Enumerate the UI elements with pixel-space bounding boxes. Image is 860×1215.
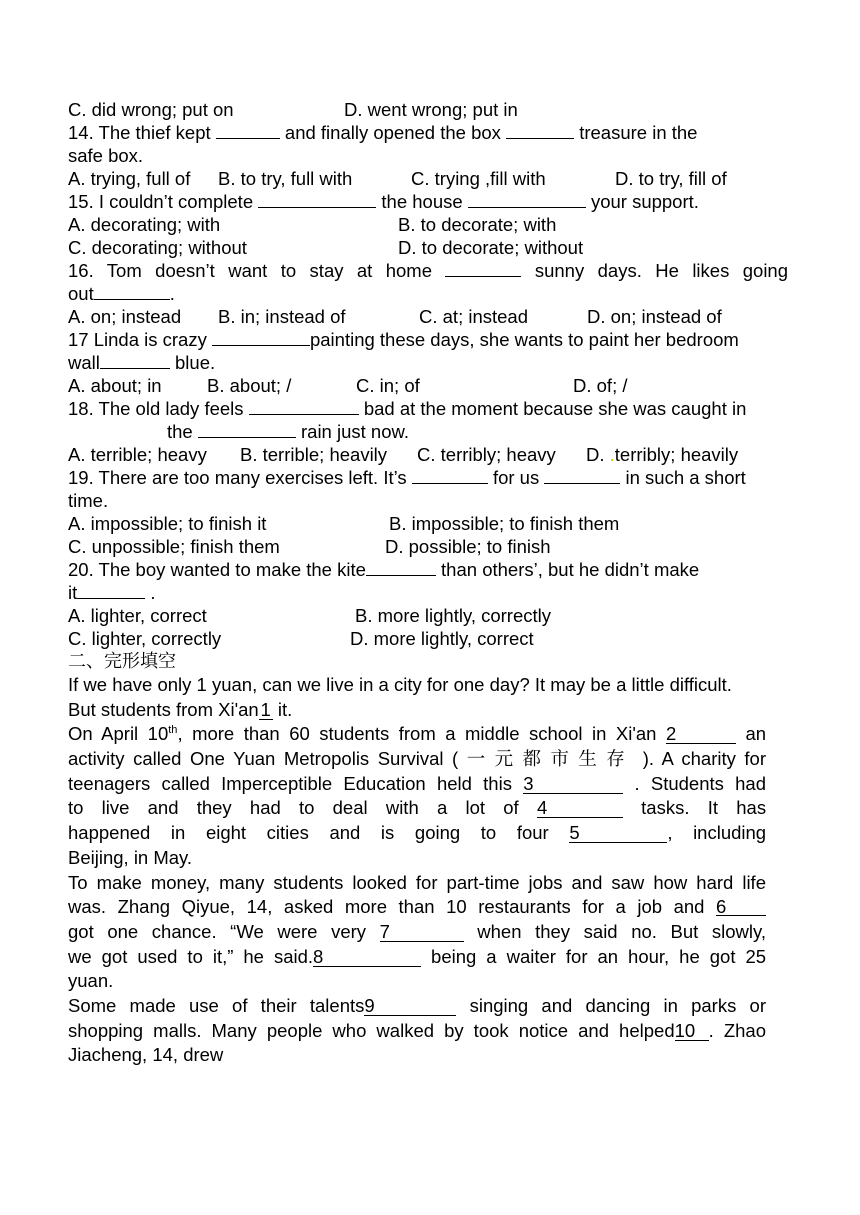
option-c: C. unpossible; finish them [68, 536, 280, 557]
q19-options-ab [68, 512, 788, 535]
passage-line [68, 698, 788, 723]
option-c: C. at; instead [419, 306, 529, 327]
passage-text: activity called One Yuan Metropolis Survival ( [68, 748, 459, 770]
passage-text [68, 995, 456, 1016]
q19-stem-cont [68, 489, 788, 512]
q14-options [68, 167, 788, 190]
q20-options-ab [68, 604, 788, 627]
passage-line: Beijing, in May. [68, 846, 193, 868]
passage-text: tasks. [641, 797, 690, 819]
section-heading: 二、完形填空 [68, 651, 176, 672]
q14-text: 14. The thief kept [68, 122, 211, 143]
q17-stem-cont [68, 351, 788, 374]
q15-text: 15. I couldn’t complete [68, 191, 254, 212]
passage-text: ). A charity for [642, 748, 766, 770]
option-c: C. terribly; heavy [417, 444, 556, 465]
q15-stem [68, 190, 788, 213]
q17-stem [68, 328, 788, 351]
passage-text: very [331, 920, 367, 942]
option-b: B. to decorate; with [398, 214, 557, 235]
q15-options-ab [68, 213, 788, 236]
passage-text: waiter for an hour, he got 25 [506, 945, 767, 967]
q20-stem [68, 558, 788, 581]
passage-text: happened [68, 822, 151, 844]
option-d: D. possible; to finish [385, 536, 551, 557]
passage-text-part: , more than 60 students from a middle school in Xi'an [177, 723, 657, 745]
q18-options [68, 443, 788, 466]
stray-mark: . [609, 444, 615, 465]
q19-stem [68, 466, 788, 489]
option-a: A. on; instead [68, 306, 182, 327]
passage-text [68, 946, 421, 967]
q19-options-cd [68, 535, 788, 558]
q14-text: and finally opened the box [284, 122, 501, 143]
q20-text: 20. The boy wanted to make the kite [68, 559, 366, 580]
passage-text: it. [277, 698, 293, 720]
passage-text: . Students had [634, 772, 766, 794]
passage-text [517, 822, 766, 843]
option-b: B. to try, full with [218, 168, 353, 189]
option-a: A. about; in [68, 375, 162, 396]
q14-text: treasure in the [579, 122, 698, 143]
q17-options [68, 374, 788, 397]
q20-text: it [68, 582, 78, 603]
option-d: D. to try, fill of [615, 168, 727, 189]
passage-line: To make money, many students looked for part-time jobs and saw how hard life [68, 871, 766, 893]
blank [216, 138, 280, 139]
blank [198, 437, 296, 438]
option-c: C. trying ,fill with [411, 168, 546, 189]
q19-text: 19. There are too many exercises left. It’s [68, 467, 407, 488]
passage-line [68, 772, 766, 797]
blank [506, 138, 574, 139]
passage-text-part: On April 10 [68, 723, 169, 745]
q16-text: sunny days. He likes going [534, 260, 789, 281]
option-d: D. to decorate; without [398, 237, 584, 258]
q18-stem-cont [68, 420, 788, 443]
passage-line: Jiacheng, 14, drew [68, 1044, 224, 1066]
q20-options-cd [68, 627, 788, 650]
q17-text: 17 Linda is crazy [68, 329, 207, 350]
passage-line [68, 796, 766, 821]
option-c: C. decorating; without [68, 237, 247, 258]
passage-text-part: , including [667, 822, 767, 844]
q15-options-cd [68, 236, 788, 259]
option-b: B. in; instead of [218, 306, 346, 327]
q16-text: out [68, 283, 94, 304]
passage-text: eight [205, 822, 247, 844]
option-d [586, 443, 738, 466]
q18-text: bad at the moment because she was caught in [363, 398, 747, 419]
passage-text: lot [465, 797, 486, 819]
option-c: C. did wrong; put on [68, 99, 234, 120]
blank [544, 483, 620, 484]
blank-6: 6 [716, 898, 766, 916]
q15-text: the house [381, 191, 463, 212]
q13-options-cd [68, 98, 788, 121]
option-d-text: terribly; heavily [614, 444, 739, 465]
blank-5: 5 [569, 824, 667, 843]
blank [94, 299, 170, 300]
passage-text-part: Some made use of their talents [68, 994, 365, 1016]
passage-text: to [480, 822, 497, 844]
q16-text: 16. Tom doesn’t want to stay at home [68, 260, 433, 281]
q16-options [68, 305, 788, 328]
option-c: C. lighter, correctly [68, 628, 222, 649]
q18-text: the [167, 421, 193, 442]
passage-text: when they said no. But slowly, [477, 920, 767, 942]
q18-text: 18. The old lady feels [68, 398, 244, 419]
blank [100, 368, 170, 369]
blank-9: 9 [364, 997, 456, 1016]
passage-text: to live and they had to deal with a [68, 797, 448, 819]
passage-text: teenagers called Imperceptible Education held this [68, 772, 512, 794]
option-a: A. terrible; heavy [68, 444, 207, 465]
option-b: B. more lightly, correctly [355, 605, 552, 626]
option-b: B. about; / [207, 375, 292, 396]
passage-text: of [503, 797, 519, 819]
blank-10: 10 [675, 1022, 709, 1041]
passage-line [68, 920, 766, 945]
passage-line [68, 821, 766, 846]
q17-text: painting these days, she wants to paint her bedroom [309, 329, 739, 350]
passage-text-part: shopping malls. Many people who walked by took notice and helped [68, 1019, 675, 1041]
q17-text: blue. [175, 352, 216, 373]
passage-line [68, 1019, 766, 1044]
passage-line: yuan. [68, 970, 114, 992]
q14-text: safe box. [68, 145, 144, 166]
passage-line [68, 994, 766, 1019]
option-a: A. lighter, correct [68, 605, 207, 626]
blank [412, 483, 488, 484]
passage-text: an [745, 723, 767, 745]
q18-text: rain just now. [301, 421, 409, 442]
option-b: B. terrible; heavily [240, 444, 388, 465]
passage-text: singing and dancing in parks or [469, 994, 766, 1016]
q20-text: . [150, 582, 156, 603]
passage-text: is [380, 822, 395, 844]
option-b: B. impossible; to finish them [389, 513, 620, 534]
passage-text-part: we got used to it,” he said. [68, 945, 314, 967]
q19-text: for us [492, 467, 540, 488]
passage-line [68, 895, 766, 920]
passage-text: was. Zhang Qiyue, 14, asked more than 10 restaurants for a job and [68, 896, 705, 918]
q19-text: time. [68, 490, 109, 511]
q14-stem [68, 121, 788, 144]
blank-2: 2 [666, 725, 736, 744]
passage-text: being a [431, 945, 497, 967]
passage-text: But students from Xi'an [68, 698, 259, 720]
passage-text: going [414, 822, 461, 844]
blank [212, 345, 310, 346]
blank-8: 8 [313, 948, 421, 967]
blank [77, 598, 145, 599]
q17-text: wall [68, 352, 100, 373]
blank [445, 276, 521, 277]
option-a: A. impossible; to finish it [68, 513, 267, 534]
q16-text: . [169, 283, 175, 304]
blank [258, 207, 376, 208]
passage-text: and [329, 822, 361, 844]
passage-text: in [170, 822, 186, 844]
chinese-title: 一元都市生存 [466, 749, 635, 771]
option-c: C. in; of [356, 375, 420, 396]
blank-3: 3 [523, 775, 623, 794]
superscript: th [168, 724, 178, 737]
worksheet-page [68, 98, 788, 1068]
option-d: D. more lightly, correct [350, 628, 534, 649]
q18-stem [68, 397, 788, 420]
option-a: A. trying, full of [68, 168, 191, 189]
blank [366, 575, 436, 576]
q19-text: in such a short [625, 467, 746, 488]
passage-text-part: . Zhao [708, 1019, 766, 1041]
passage-text: cities [266, 822, 309, 844]
option-a: A. decorating; with [68, 214, 221, 235]
passage-line [68, 945, 766, 970]
blank [249, 414, 359, 415]
passage-text: It [707, 797, 719, 819]
passage-text [68, 723, 656, 744]
q14-stem-cont [68, 144, 788, 167]
option-d: D. went wrong; put in [344, 99, 518, 120]
passage-text-part: four [516, 822, 549, 844]
passage-line: If we have only 1 yuan, can we live in a city for one day? It may be a little difficult. [68, 674, 732, 695]
q20-stem-cont [68, 581, 788, 604]
q15-text: your support. [590, 191, 699, 212]
passage-text: has [736, 797, 767, 819]
passage-line [68, 722, 766, 747]
passage-text: were [277, 920, 318, 942]
option-d: D. of; / [573, 375, 628, 396]
option-d-label: D. [586, 444, 605, 465]
q16-stem [68, 259, 788, 282]
passage-text: got one chance. “We [68, 920, 264, 942]
option-d: D. on; instead of [587, 306, 722, 327]
q16-stem-cont [68, 282, 788, 305]
passage-text [68, 1020, 766, 1041]
blank-7: 7 [380, 923, 464, 942]
blank-1: 1 [260, 698, 271, 720]
blank [468, 207, 586, 208]
q20-text: than others’, but he didn’t make [441, 559, 700, 580]
blank-4: 4 [537, 799, 623, 818]
passage-line [68, 747, 766, 772]
